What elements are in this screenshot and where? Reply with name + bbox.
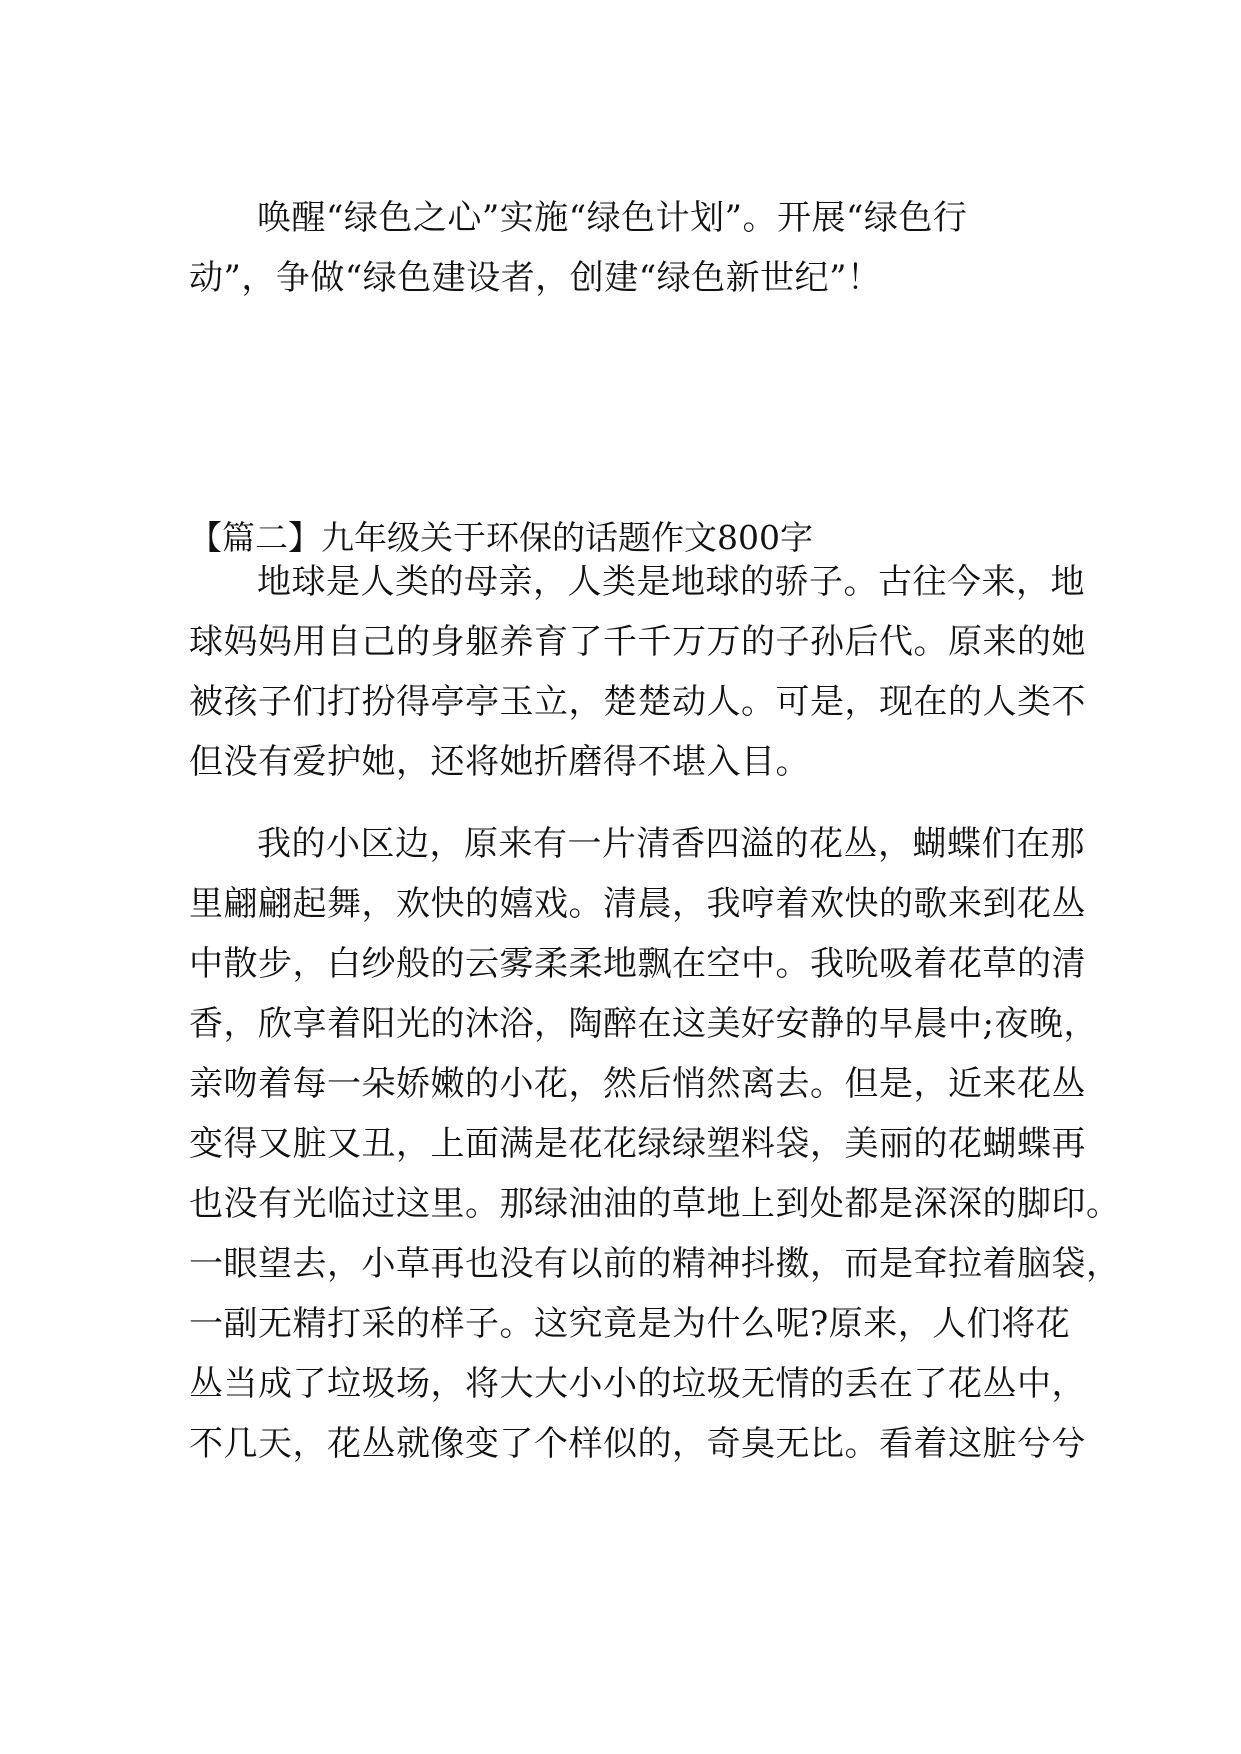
paragraph-line: 一副无精打采的样子。这究竟是为什么呢?原来，人们将花	[189, 1304, 1071, 1344]
paragraph-line: 我的小区边，原来有一片清香四溢的花丛，蝴蝶们在那	[257, 824, 1085, 864]
paragraph-line: 也没有光临过这里。那绿油油的草地上到处都是深深的脚印。	[189, 1184, 1121, 1224]
paragraph-line: 动”，争做“绿色建设者，创建“绿色新世纪”！	[189, 258, 882, 298]
paragraph-line: 球妈妈用自己的身躯养育了千千万万的子孙后代。原来的她	[189, 622, 1086, 662]
paragraph-flower-garden	[189, 814, 1121, 1474]
paragraph-line: 唤醒“绿色之心”实施“绿色计划”。开展“绿色行	[257, 198, 968, 238]
paragraph-line: 中散步，白纱般的云雾柔柔地飘在空中。我吮吸着花草的清	[189, 944, 1086, 984]
paragraph-line: 被孩子们打扮得亭亭玉立，楚楚动人。可是，现在的人类不	[189, 682, 1086, 722]
section-heading: 【篇二】九年级关于环保的话题作文800字	[189, 518, 813, 557]
intro-paragraph	[189, 188, 1059, 308]
paragraph-line: 地球是人类的母亲，人类是地球的骄子。古往今来，地	[257, 562, 1085, 602]
paragraph-line: 变得又脏又丑，上面满是花花绿绿塑料袋，美丽的花蝴蝶再	[189, 1124, 1086, 1164]
paragraph-earth-mother	[189, 552, 1086, 792]
paragraph-line: 不几天，花丛就像变了个样似的，奇臭无比。看着这脏兮兮	[189, 1424, 1086, 1464]
paragraph-line: 里翩翩起舞，欢快的嬉戏。清晨，我哼着欢快的歌来到花丛	[189, 884, 1086, 924]
paragraph-line: 香，欣享着阳光的沐浴，陶醉在这美好安静的早晨中;夜晚，	[189, 1004, 1098, 1044]
paragraph-line: 但没有爱护她，还将她折磨得不堪入目。	[189, 742, 810, 782]
paragraph-line: 丛当成了垃圾场，将大大小小的垃圾无情的丢在了花丛中，	[189, 1364, 1086, 1404]
paragraph-line: 亲吻着每一朵娇嫩的小花，然后悄然离去。但是，近来花丛	[189, 1064, 1086, 1104]
paragraph-line: 一眼望去，小草再也没有以前的精神抖擞，而是耷拉着脑袋，	[189, 1244, 1121, 1284]
